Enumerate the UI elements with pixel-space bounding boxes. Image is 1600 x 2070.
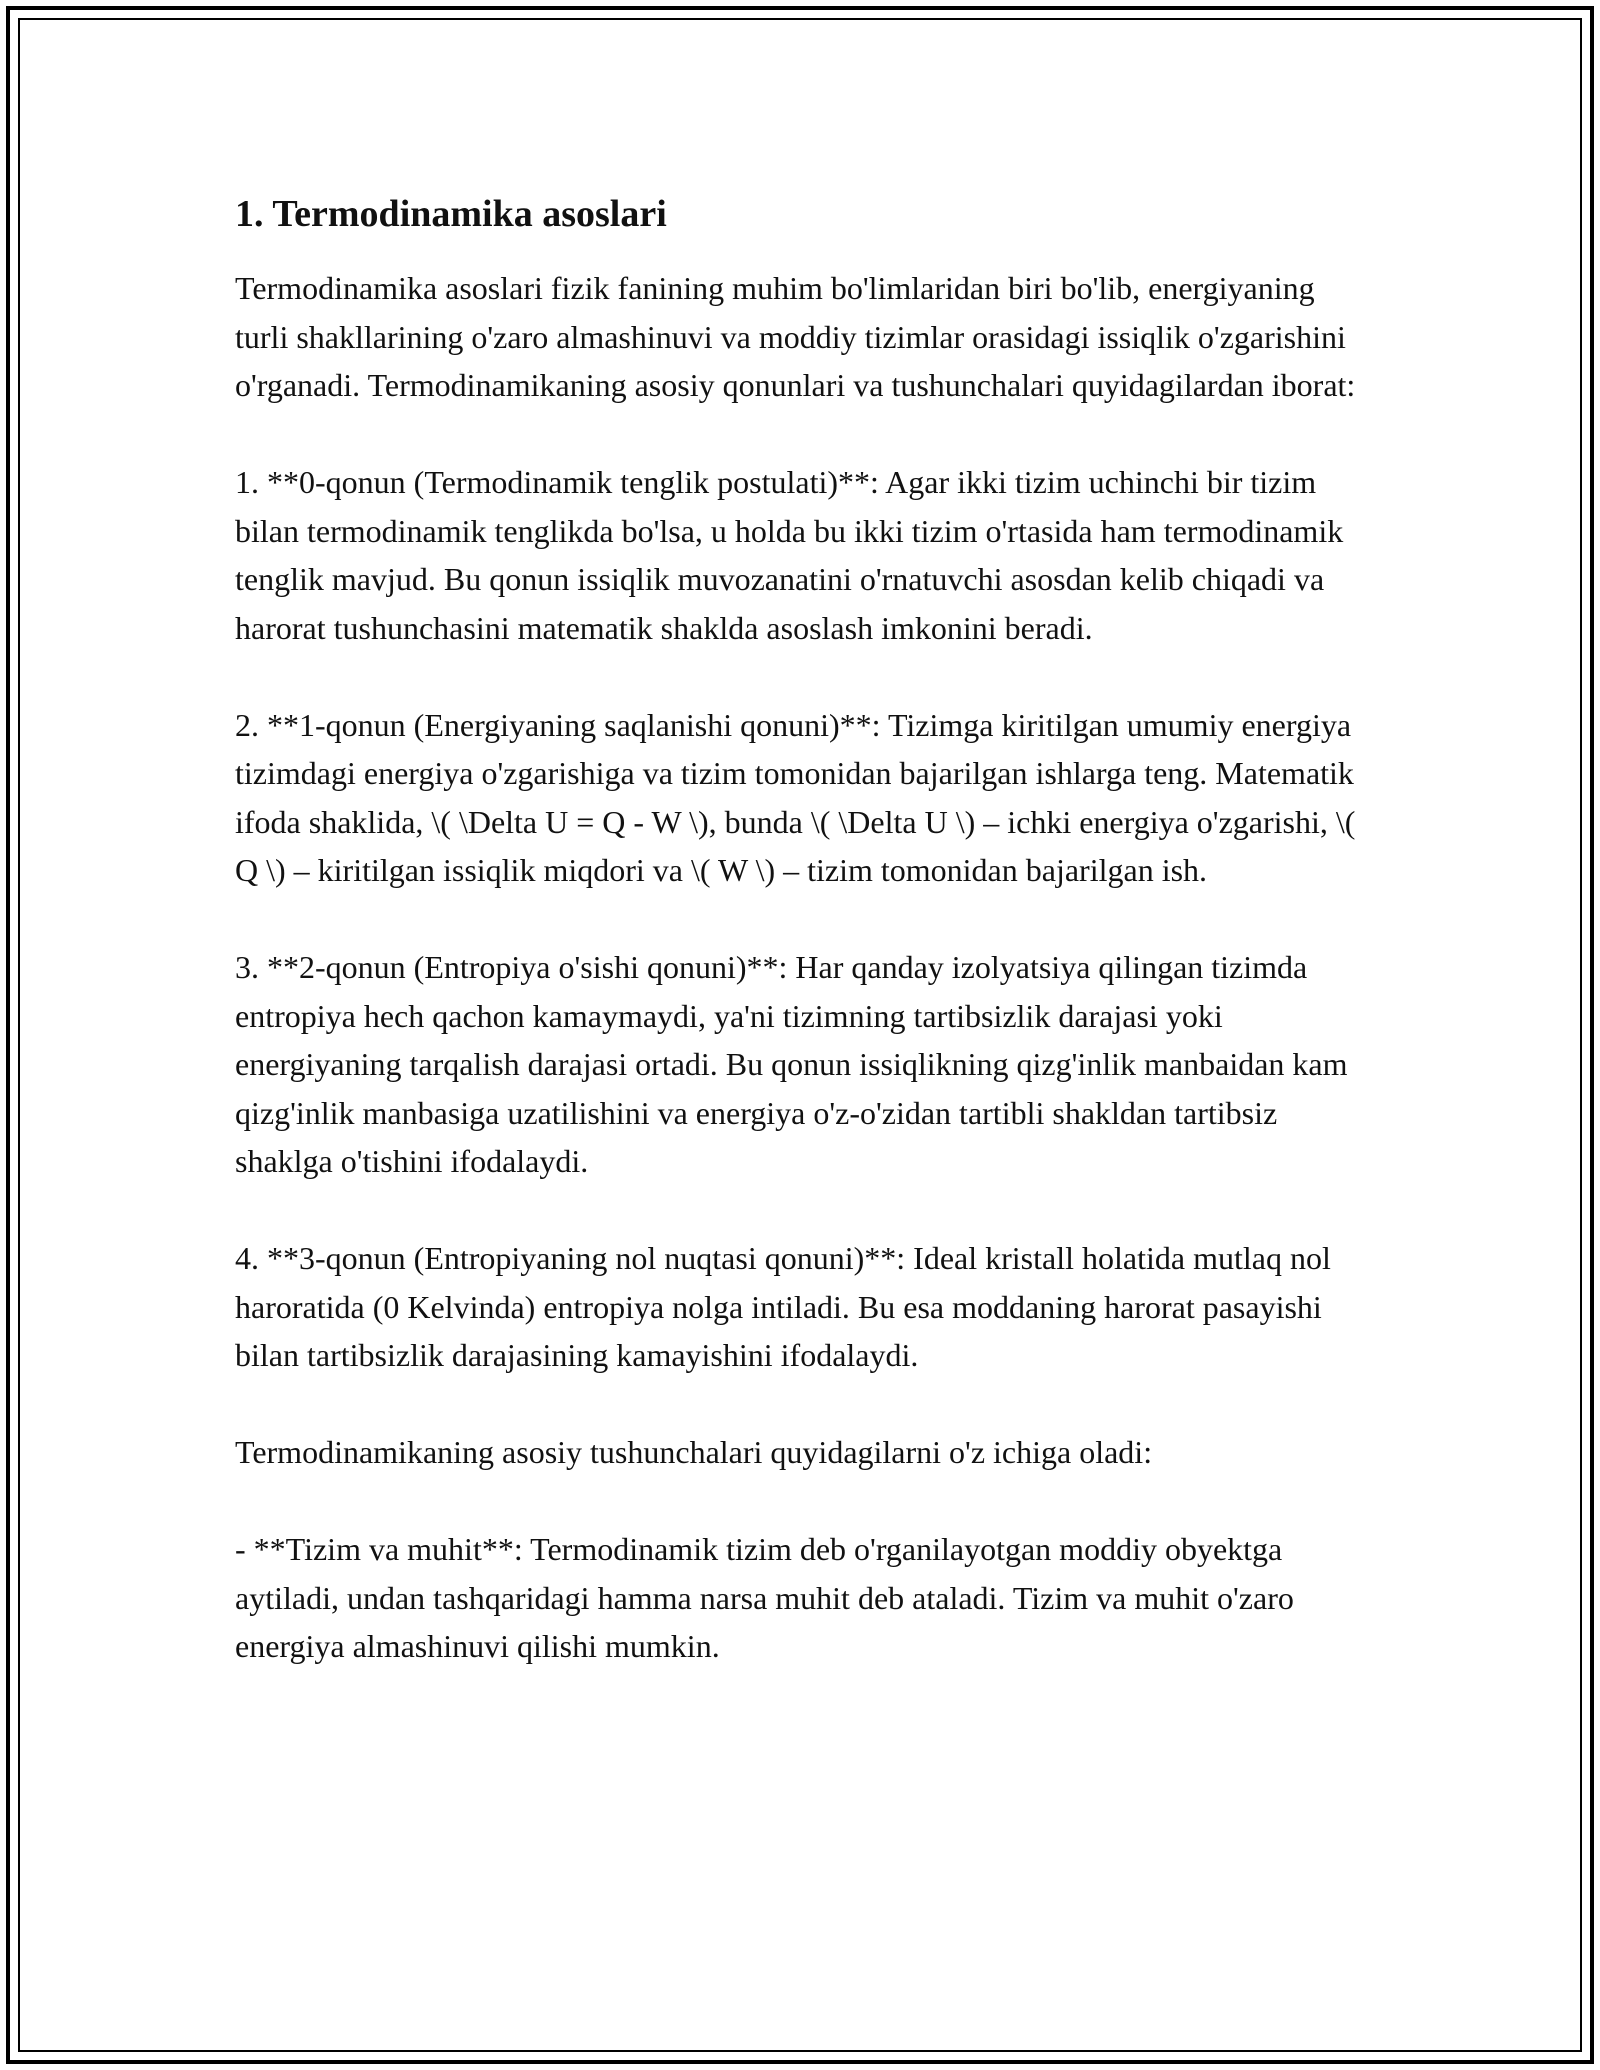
law-two-paragraph: 3. **2-qonun (Entropiya o'sishi qonuni)**: Har qanday izolyatsiya qilingan tizimda entropiya hech qachon kamaymaydi, ya'ni tizimning tartibsizlik darajasi yoki energiyaning tarqalish darajasi ortadi. Bu qonun issiqlikning qizg'inlik manbaidan kam qizg'inlik manbasiga uzatilishini va energiya o'z-o'zidan tartibli shakldan tartibsiz shaklga o'tishini ifodalaydi. <box>235 949 1348 1179</box>
law-zero-paragraph: 1. **0-qonun (Termodinamik tenglik postulati)**: Agar ikki tizim uchinchi bir tizim bilan termodinamik tenglikda bo'lsa, u holda bu ikki tizim o'rtasida ham termodinamik tenglik mavjud. Bu qonun issiqlik muvozanatini o'rnatuvchi asosdan kelib chiqadi va harorat tushunchasini matematik shaklda asoslash imkonini beradi. <box>235 464 1344 646</box>
document-body <box>235 188 1370 1719</box>
system-environment-paragraph: - **Tizim va muhit**: Termodinamik tizim deb o'rganilayotgan moddiy obyektga aytiladi, undan tashqaridagi hamma narsa muhit deb ataladi. Tizim va muhit o'zaro energiya almashinuvi qilishi mumkin. <box>235 1531 1294 1664</box>
law-one-paragraph: 2. **1-qonun (Energiyaning saqlanishi qonuni)**: Tizimga kiritilgan umumiy energiya tizimdagi energiya o'zgarishiga va tizim tomonidan bajarilgan ishlarga teng. Matematik ifoda shaklida, \( \Delta U = Q - W \), bunda \( \Delta U \) – ichki energiya o'zgarishi, \( Q \) – kiritilgan issiqlik miqdori va \( W \) – tizim tomonidan bajarilgan ish. <box>235 706 1356 888</box>
law-three-paragraph: 4. **3-qonun (Entropiyaning nol nuqtasi qonuni)**: Ideal kristall holatida mutlaq nol haroratida (0 Kelvinda) entropiya nolga intiladi. Bu esa moddaning harorat pasayishi bilan tartibsizlik darajasining kamayishini ifodalaydi. <box>235 1240 1331 1373</box>
concepts-intro-paragraph: Termodinamikaning asosiy tushunchalari quyidagilarni o'z ichiga oladi: <box>235 1434 1153 1470</box>
intro-paragraph: Termodinamika asoslari fizik fanining muhim bo'limlaridan biri bo'lib, energiyaning turli shakllarining o'zaro almashinuvi va moddiy tizimlar orasidagi issiqlik o'zgarishini o'rganadi. Termodinamikaning asosiy qonunlari va tushunchalari quyidagilardan iborat: <box>235 270 1356 403</box>
section-heading: 1. Termodinamika asoslari <box>235 193 667 235</box>
